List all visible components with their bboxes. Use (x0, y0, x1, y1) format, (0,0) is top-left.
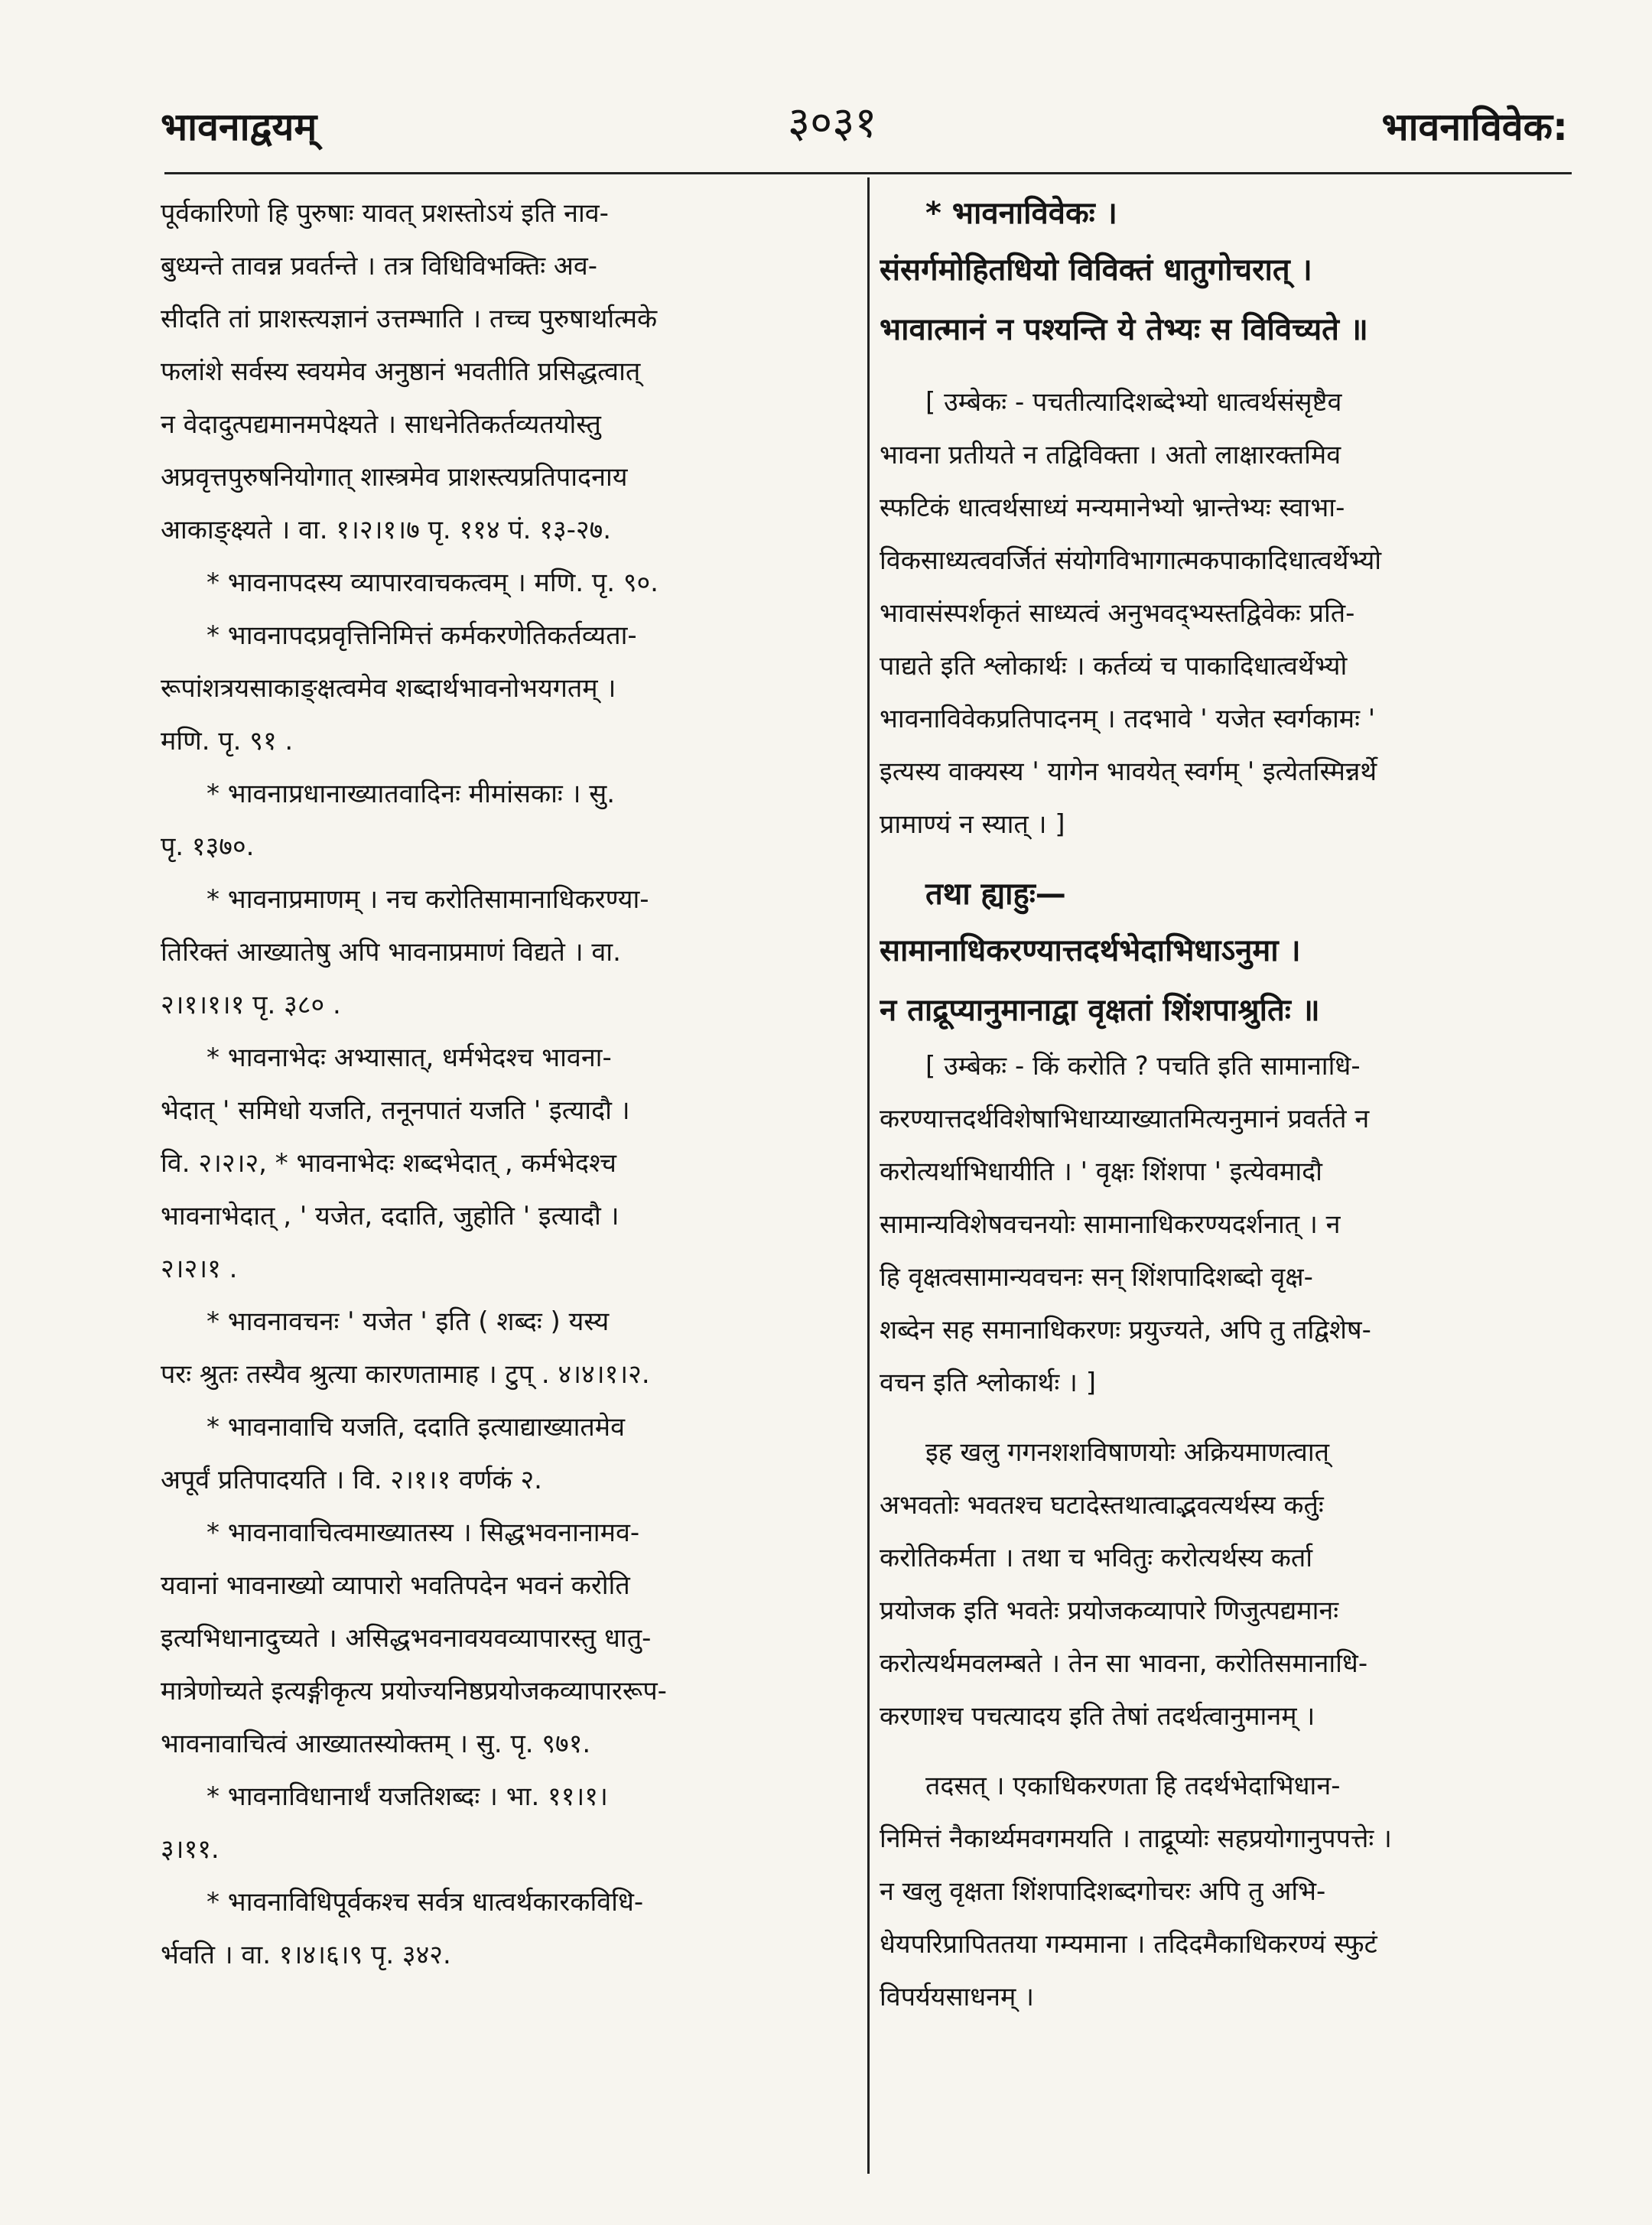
entry-heading-line: * भावनाप्रधानाख्यातवादिनः मीमांसकाः । सु. (206, 779, 616, 809)
entry-heading-line: * भावनाविधानार्थं यजतिशब्दः । भा. ११।१। (206, 1781, 608, 1812)
section-heading: * भावनाविवेकः । (925, 196, 1117, 231)
text-line: २।२।१ . (161, 1254, 238, 1284)
text-line: वि. २।२।२, * भावनाभेदः शब्दभेदात् , कर्मभेदश्च (161, 1148, 616, 1179)
text-line: करणाश्च पचत्यादय इति तेषां तदर्थत्वानुमानम् । (880, 1701, 1315, 1732)
text-line: भावनावाचित्वं आख्यातस्योक्तम् । सु. पृ. ९७१. (161, 1729, 591, 1759)
text-line: इह खलु गगनशशविषाणयोः अक्रियमाणत्वात् (925, 1437, 1330, 1468)
commentary-line: करण्यात्तदर्थविशेषाभिधाय्याख्यातमित्यनुमानं प्रवर्तते न (880, 1104, 1370, 1134)
column-divider (867, 177, 870, 2174)
commentary-line: प्रामाण्यं न स्यात् । ] (880, 809, 1065, 840)
text-line: विपर्ययसाधनम् । (880, 1982, 1035, 2012)
spacer (880, 1743, 1568, 1760)
entry-heading-line: * भावनावचनः ' यजेत ' इति ( शब्दः ) यस्य (206, 1306, 610, 1337)
text-line: निमित्तं नैकार्थ्यमवगमयति । ताद्रूप्योः सहप्रयोगानुपपत्तेः । (880, 1823, 1392, 1854)
entry-heading-line: * भावनाविधिपूर्वकश्च सर्वत्र धात्वर्थकारकविधि- (206, 1887, 644, 1918)
commentary-line: करोत्यर्थाभिधायीति । ' वृक्षः शिंशपा ' इत्येवमादौ (880, 1156, 1322, 1187)
text-line: प्रयोजक इति भवतेः प्रयोजकव्यापारे णिजुत्पद्यमानः (880, 1596, 1339, 1626)
right-column (880, 187, 1568, 2024)
left-column (161, 187, 849, 1982)
text-line: मात्रेणोच्यते इत्यङ्गीकृत्य प्रयोज्यनिष्ठप्रयोजकव्यापाररूप- (161, 1676, 667, 1706)
commentary-line: [ उम्बेकः - किं करोति ? पचति इति सामानाधि- (925, 1051, 1361, 1082)
text-line: करोत्यर्थमवलम्बते । तेन सा भावना, करोतिसमानाधि- (880, 1648, 1368, 1679)
commentary-line: भावासंस्पर्शकृतं साध्यत्वं अनुभवद्भ्यस्तद्विवेकः प्रति- (880, 598, 1355, 629)
page-number: ३०३१ (788, 98, 877, 148)
spacer (880, 851, 1568, 868)
text-line: २।१।१।१ पृ. ३८० . (161, 990, 341, 1020)
commentary-line: वचन इति श्लोकार्थः । ] (880, 1368, 1097, 1398)
text-line: आकाङ्क्ष्यते । वा. १।२।१।७ पृ. ११४ पं. १३-२७. (161, 515, 612, 545)
text-line: भेदात् ' समिधो यजति, तनूनपातं यजति ' इत्यादौ । (161, 1095, 630, 1126)
entry-heading-line: * भावनावाचि यजति, ददाति इत्याद्याख्यातमेव (206, 1412, 626, 1443)
entry-heading-line: * भावनावाचित्वमाख्यातस्य । सिद्धभवनानामव- (206, 1517, 640, 1548)
verse-line: भावात्मानं न पश्यन्ति ये तेभ्यः स विविच्यते ॥ (880, 312, 1368, 347)
spacer (880, 1410, 1568, 1426)
entry-heading-line: * भावनाप्रमाणम् । नच करोतिसामानाधिकरण्या- (206, 884, 649, 915)
entry-heading-line: * भावनापदस्य व्यापारवाचकत्वम् । मणि. पृ. ९०. (206, 568, 659, 598)
text-line: न वेदादुत्पद्यमानमपेक्ष्यते । साधनेतिकर्तव्यतयोस्तु (161, 409, 601, 440)
entry-heading-line: * भावनाभेदः अभ्यासात्, धर्मभेदश्च भावना- (206, 1043, 612, 1073)
commentary-line: शब्देन सह समानाधिकरणः प्रयुज्यते, अपि तु तद्विशेष- (880, 1315, 1371, 1345)
text-line: अभवतोः भवतश्च घटादेस्तथात्वाद्भवत्यर्थस्य कर्तुः (880, 1490, 1324, 1521)
text-line: अप्रवृत्तपुरुषनियोगात् शास्त्रमेव प्राशस्त्यप्रतिपादनाय (161, 462, 628, 493)
commentary-line: [ उम्बेकः - पचतीत्यादिशब्देभ्यो धात्वर्थसंसृष्टैव (925, 387, 1342, 418)
spacer (880, 359, 1568, 376)
running-head-left: भावनाद्वयम् (161, 105, 317, 149)
text-line: करोतिकर्मता । तथा च भवितुः करोत्यर्थस्य कर्ता (880, 1543, 1313, 1573)
entry-heading-line: * भावनापदप्रवृत्तिनिमित्तं कर्मकरणेतिकर्तव्यता- (206, 620, 637, 651)
quote-intro: तथा ह्याहुः— (925, 877, 1066, 912)
text-line: परः श्रुतः तस्यैव श्रुत्या कारणतामाह । टुप् . ४।४।१।२. (161, 1359, 650, 1390)
text-line: तिरिक्तं आख्यातेषु अपि भावनाप्रमाणं विद्यते । वा. (161, 937, 621, 968)
header-rule (164, 172, 1572, 174)
verse-line: न ताद्रूप्यानुमानाद्वा वृक्षतां शिंशपाश्रुतिः ॥ (880, 993, 1320, 1028)
text-line: मणि. पृ. ९१ . (161, 726, 294, 756)
page-header (0, 99, 1652, 161)
commentary-line: पाद्यते इति श्लोकार्थः । कर्तव्यं च पाकादिधात्वर्थेभ्यो (880, 651, 1348, 681)
text-line: इत्यभिधानादुच्यते । असिद्धभवनावयवव्यापारस्तु धातु- (161, 1623, 652, 1654)
commentary-line: इत्यस्य वाक्यस्य ' यागेन भावयेत् स्वर्गम् ' इत्येतस्मिन्नर्थे (880, 756, 1377, 787)
running-head-right: भावनाविवेक: (1381, 105, 1568, 149)
text-line: धेयपरिप्रापिततया गम्यमाना । तदिदमैकाधिकरण्यं स्फुटं (880, 1929, 1377, 1960)
text-line: यवानां भावनाख्यो व्यापारो भवतिपदेन भवनं करोति (161, 1570, 630, 1601)
text-line: तदसत् । एकाधिकरणता हि तदर्थभेदाभिधान- (925, 1771, 1341, 1801)
text-line: र्भवति । वा. १।४।६।९ पृ. ३४२. (161, 1940, 451, 1970)
text-line: रूपांशत्रयसाकाङ्क्षत्वमेव शब्दार्थभावनोभयगतम् । (161, 673, 616, 704)
text-line: भावनाभेदात् , ' यजेत, ददाति, जुहोति ' इत्यादौ । (161, 1201, 620, 1231)
commentary-line: विकसाध्यत्ववर्जितं संयोगविभागात्मकपाकादिधात्वर्थेभ्यो (880, 545, 1382, 576)
text-line: ३।११. (161, 1834, 220, 1865)
text-line: बुध्यन्ते तावन्न प्रवर्तन्ते । तत्र विधिविभक्तिः अव- (161, 251, 598, 281)
text-line: सीदति तां प्राशस्त्यज्ञानं उत्तम्भाति । तच्च पुरुषार्थात्मके (161, 304, 658, 334)
verse-line: सामानाधिकरण्यात्तदर्थभेदाभिधाऽनुमा । (880, 933, 1301, 968)
commentary-line: भावनाविवेकप्रतिपादनम् । तदभावे ' यजेत स्वर्गकामः ' (880, 704, 1376, 734)
commentary-line: स्फटिकं धात्वर्थसाध्यं मन्यमानेभ्यो भ्रान्तेभ्यः स्वाभा- (880, 493, 1345, 523)
text-line: अपूर्वं प्रतिपादयति । वि. २।१।१ वर्णकं २. (161, 1465, 542, 1495)
verse-line: संसर्गमोहितधियो विविक्तं धातुगोचरात् । (880, 252, 1312, 288)
text-line: पृ. १३७०. (161, 831, 255, 862)
text-line: न खलु वृक्षता शिंशपादिशब्दगोचरः अपि तु अभि- (880, 1876, 1326, 1907)
text-line: फलांशे सर्वस्य स्वयमेव अनुष्ठानं भवतीति प्रसिद्धत्वात् (161, 356, 641, 387)
text-line: पूर्वकारिणो हि पुरुषाः यावत् प्रशस्तोऽयं इति नाव- (161, 198, 609, 229)
commentary-line: हि वृक्षत्वसामान्यवचनः सन् शिंशपादिशब्दो वृक्ष- (880, 1262, 1313, 1293)
commentary-line: सामान्यविशेषवचनयोः सामानाधिकरण्यदर्शनात् । न (880, 1209, 1341, 1240)
commentary-line: भावना प्रतीयते न तद्विविक्ता । अतो लाक्षारक्तमिव (880, 440, 1341, 470)
